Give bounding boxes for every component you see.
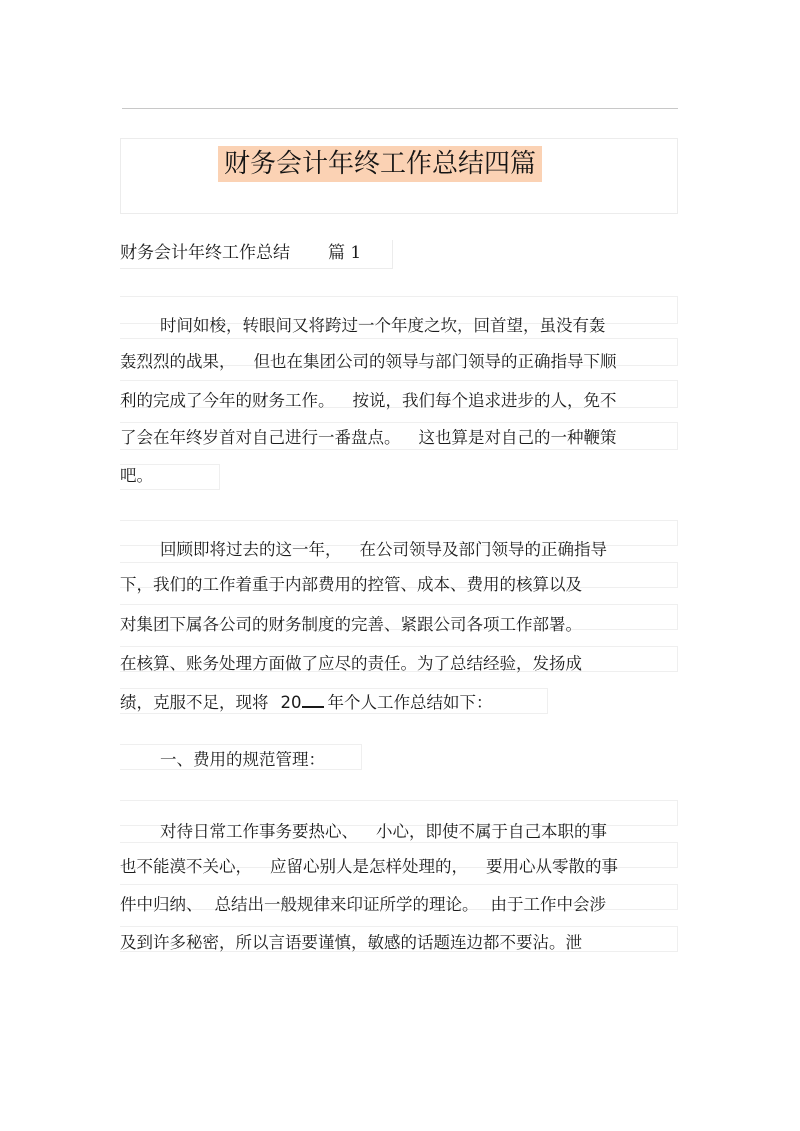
section-subtitle: [120, 242, 361, 264]
top-divider: [122, 108, 678, 109]
paragraph-1-line-5: 吧。: [120, 466, 153, 485]
document-title: 财务会计年终工作总结四篇: [218, 146, 542, 182]
paragraph-2-line-4: 在核算、账务处理方面做了应尽的责任。为了总结经验，发扬成: [120, 654, 582, 673]
paragraph-1-line-2: 轰烈烈的战果， 但也在集团公司的领导与部门领导的正确指导下顺: [120, 352, 617, 371]
paragraph-2-line-2: 下，我们的工作着重于内部费用的控管、成本、费用的核算以及: [120, 575, 582, 594]
subtitle-chapter: 篇 1: [328, 243, 362, 263]
paragraph-3-line-4: 及到许多秘密，所以言语要谨慎，敏感的话题连边都不要沾。泄: [120, 933, 582, 952]
blank-underline: [302, 692, 324, 708]
paragraph-2-line-1: 回顾即将过去的这一年， 在公司领导及部门领导的正确指导: [160, 540, 607, 559]
paragraph-2-line-5: 绩，克服不足，现将 20 年个人工作总结如下：: [120, 693, 493, 712]
paragraph-3-line-3: 件中归纳、 总结出一般规律来印证所学的理论。 由于工作中会涉: [120, 895, 606, 914]
paragraph-1-line-3: 利的完成了今年的财务工作。 按说，我们每个追求进步的人，免不: [120, 391, 617, 410]
paragraph-3-line-1: 对待日常工作事务要热心、 小心，即使不属于自己本职的事: [160, 822, 607, 841]
section-1-heading: 一、费用的规范管理：: [160, 750, 325, 769]
paragraph-1-line-1: 时间如梭，转眼间又将跨过一个年度之坎，回首望，虽没有轰: [160, 316, 606, 335]
paragraph-1-line-4: 了会在年终岁首对自己进行一番盘点。 这也算是对自己的一种鞭策: [120, 428, 617, 447]
paragraph-3-line-2: 也不能漠不关心， 应留心别人是怎样处理的， 要用心从零散的事: [120, 857, 618, 876]
subtitle-text: 财务会计年终工作总结: [120, 243, 290, 263]
year-prefix: 20: [280, 693, 302, 712]
paragraph-2-line-3: 对集团下属各公司的财务制度的完善、紧跟公司各项工作部署。: [120, 615, 582, 634]
